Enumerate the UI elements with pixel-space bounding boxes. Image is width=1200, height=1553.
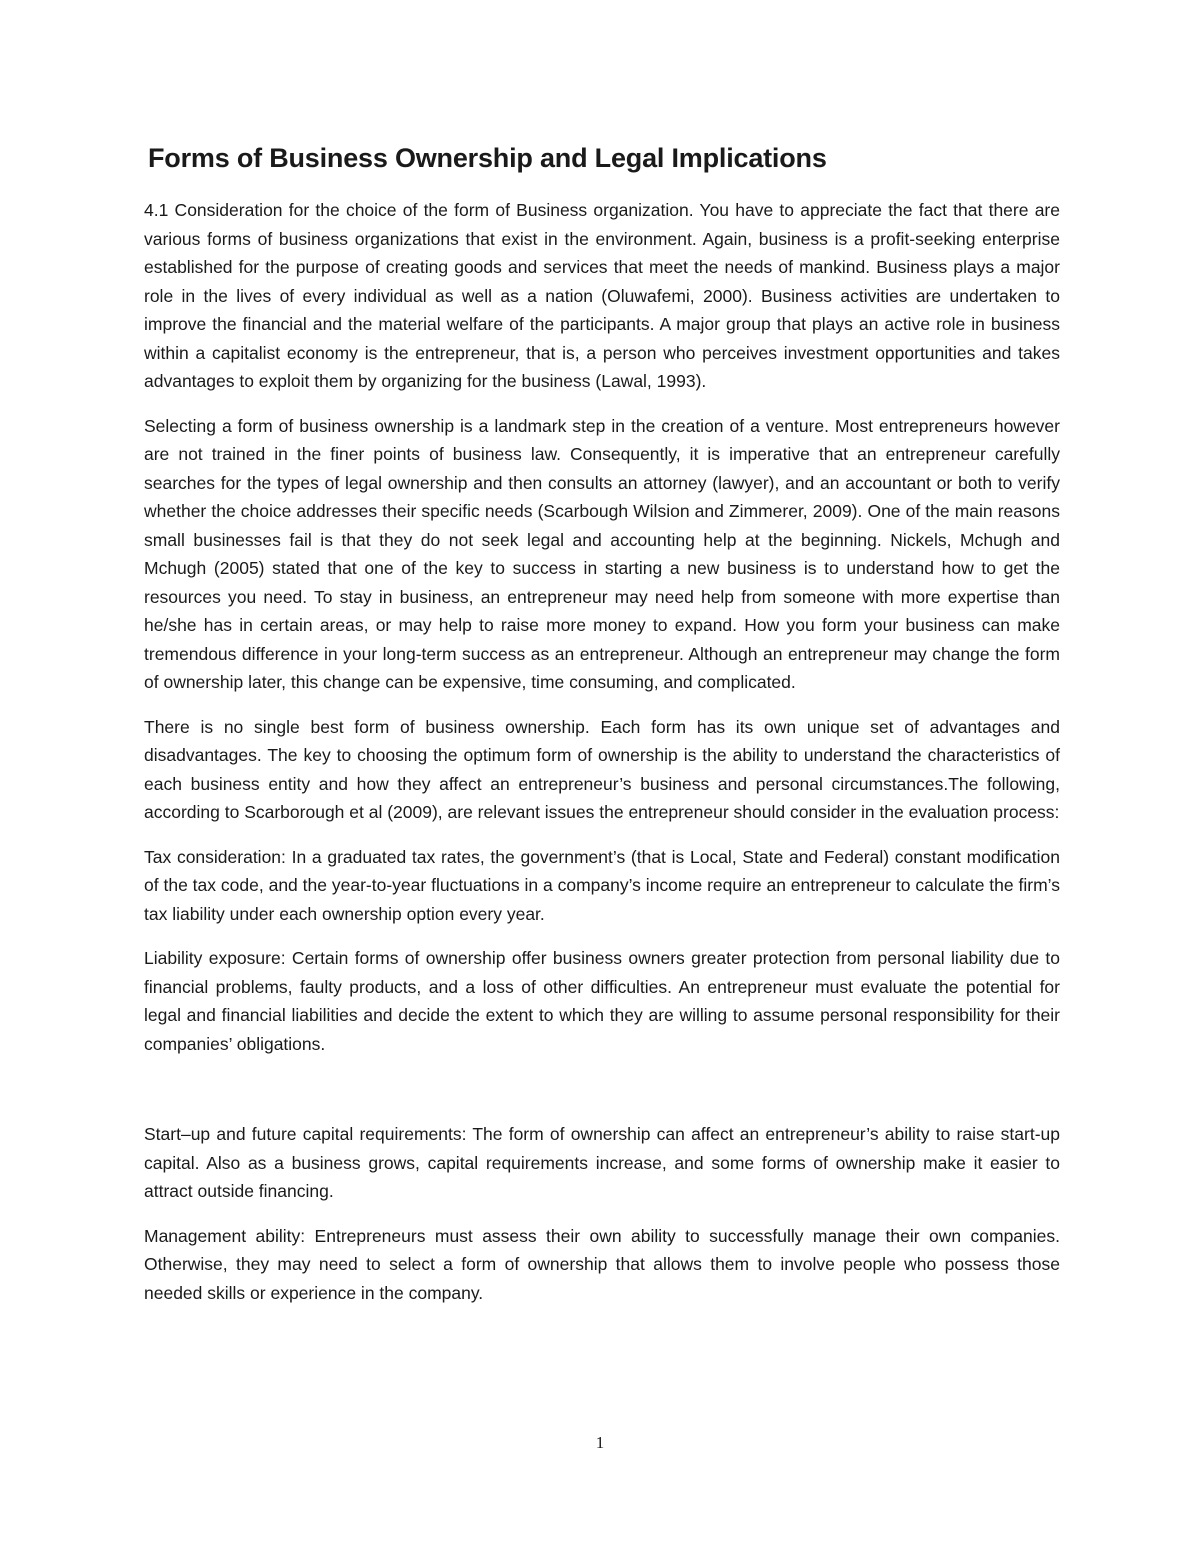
paragraph-liability-exposure: Liability exposure: Certain forms of ownership offer business owners greater protection from personal liability due to financial problems, faulty products, and a loss of other difficulties. An entrepreneur must evaluate the potential for legal and financial liabilities and decide the extent to which they are willing to assume personal responsibility for their companies’ obligations. bbox=[144, 948, 1060, 1054]
paragraph-intro: 4.1 Consideration for the choice of the form of Business organization. You have to appreciate the fact that there are various forms of business organizations that exist in the environment. Again, business is a profit-seeking enterprise established for the purpose of creating goods and services that meet the needs of mankind. Business plays a major role in the lives of every individual as well as a nation (Oluwafemi, 2000). Business activities are undertaken to improve the financial and the material welfare of the participants. A major group that plays an active role in business within a capitalist economy is the entrepreneur, that is, a person who perceives investment opportunities and takes advantages to exploit them by organizing for the business (Lawal, 1993). bbox=[144, 200, 1060, 391]
paragraph-tax-consideration: Tax consideration: In a graduated tax rates, the government’s (that is Local, State and Federal) constant modification of the tax code, and the year-to-year fluctuations in a company’s income require an entrepreneur to calculate the firm’s tax liability under each ownership option every year. bbox=[144, 846, 1060, 924]
paragraph-no-single-best: There is no single best form of business ownership. Each form has its own unique set of advantages and disadvantages. The key to choosing the optimum form of ownership is the ability to understand the characteristics of each business entity and how they affect an entrepreneur’s business and personal circumstances.The following, according to Scarborough et al (2009), are relevant issues the entrepreneur should consider in the evaluation process: bbox=[144, 716, 1060, 822]
page-number: 1 bbox=[595, 1433, 605, 1452]
paragraph-capital-requirements: Start–up and future capital requirements: The form of ownership can affect an entrepreneur’s ability to raise start-up capital. Also as a business grows, capital requirements increase, and some forms of ownership make it easier to attract outside financing. bbox=[144, 1124, 1060, 1201]
document-title: Forms of Business Ownership and Legal Implications bbox=[148, 143, 827, 173]
paragraph-management-ability: Management ability: Entrepreneurs must assess their own ability to successfully manage their own companies. Otherwise, they may need to select a form of ownership that allows them to involve people who possess those needed skills or experience in the company. bbox=[144, 1225, 1060, 1303]
document-body bbox=[144, 140, 1060, 1323]
paragraph-selecting-form: Selecting a form of business ownership is a landmark step in the creation of a venture. Most entrepreneurs however are not trained in the finer points of business law. Consequently, it is imperative that an entrepreneur carefully searches for the types of legal ownership and then consults an attorney (lawyer), and an accountant or both to verify whether the choice addresses their specific needs (Scarbough Wilsion and Zimmerer, 2009). One of the main reasons small businesses fail is that they do not seek legal and accounting help at the beginning. Nickels, Mchugh and Mchugh (2005) stated that one of the key to success in starting a new business is to understand how to get the resources you need. To stay in business, an entrepreneur may need help from someone with more expertise than he/she has in certain areas, or may help to raise more money to expand. How you form your business can make tremendous difference in your long-term success as an entrepreneur. Although an entrepreneur may change the form of ownership later, this change can be expensive, time consuming, and complicated. bbox=[144, 415, 1060, 692]
